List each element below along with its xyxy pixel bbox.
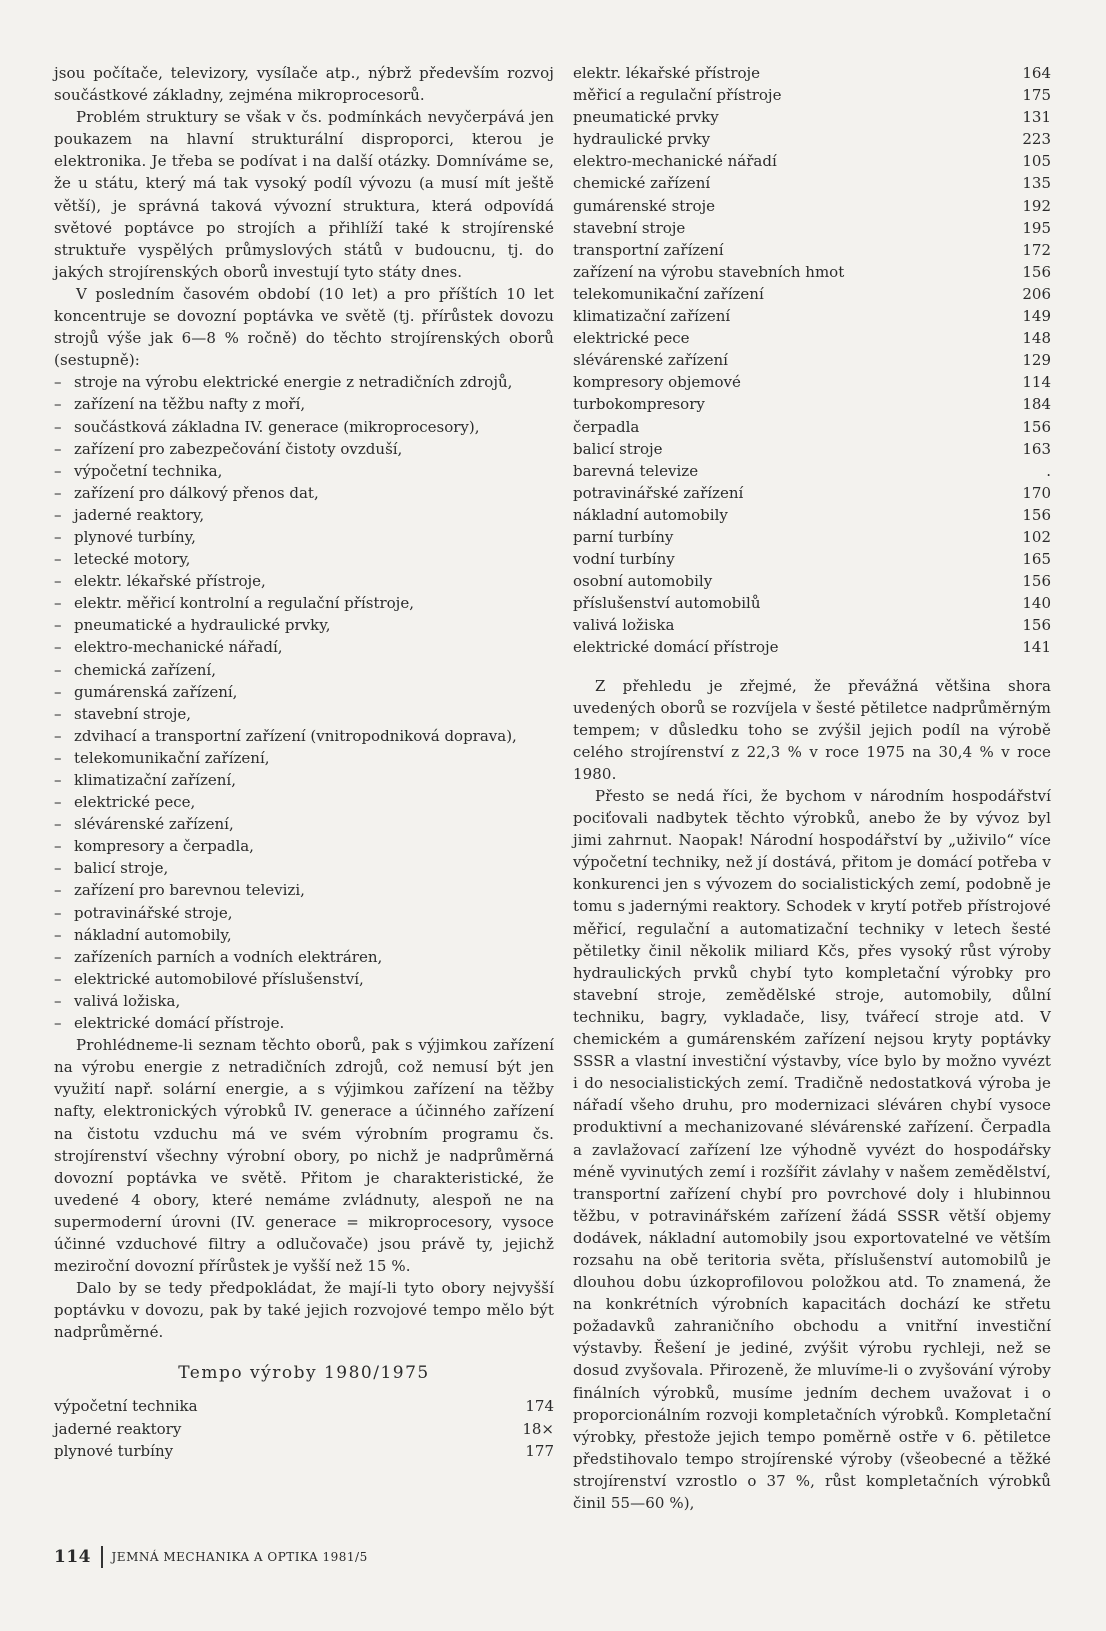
paragraph: Z přehledu je zřejmé, že převážná většina shora uvedených oborů se rozvíjela v šesté pětiletce nadprůměrným tempem; v důsledku toho se zvýšil jejich podíl na výrobě celého strojírenství z 22,3 % v roce 1975 na 30,4 % v roce 1980. <box>573 676 1051 783</box>
import-demand-list <box>54 371 554 1034</box>
table-row <box>573 128 1051 150</box>
list-item: – zařízení pro zabezpečování čistoty ovzduší, <box>54 438 554 460</box>
row-value: 114 <box>1022 373 1051 392</box>
table-row <box>573 239 1051 261</box>
table-row <box>573 614 1051 636</box>
row-value: 192 <box>1022 196 1051 215</box>
row-label: parní turbíny <box>573 527 674 546</box>
row-label: turbokompresory <box>573 395 705 414</box>
table-row <box>573 305 1051 327</box>
table-row <box>573 371 1051 393</box>
row-value: 195 <box>1022 218 1051 237</box>
paragraph: V posledním časovém období (10 let) a pro příštích 10 let koncentruje se dovozní poptávka ve světě (tj. přírůstek dovozu strojů výše jak 6—8 % ročně) do těchto strojírenských oborů (sestupně): <box>54 284 554 370</box>
left-column <box>54 62 554 1462</box>
list-item: – valivá ložiska, <box>54 990 554 1012</box>
list-item: – elektrické automobilové příslušenství, <box>54 968 554 990</box>
table-row <box>573 195 1051 217</box>
row-value: 156 <box>1022 572 1051 591</box>
row-label: jaderné reaktory <box>54 1419 182 1438</box>
paragraph: Přesto se nedá říci, že bychom v národním hospodářství pociťovali nadbytek těchto výrobků, anebo že by vývoz byl jimi zahrnut. Naopak! Národní hospodářství by „uživilo“ více výpočetní techniky, než jí dostává, přitom je domácí potřeba v konkurenci jen s vývozem do socialistických zemí, podobně je tomu s jadernými reaktory. Schodek v krytí potřeb přístrojové měřicí, regulační a automatizační techniky v letech šesté pětiletky činil několik miliard Kčs, přes vysoký růst výroby hydraulických prvků chybí tyto kompletační výrobky pro stavební stroje, zemědělské stroje, automobily, důlní techniku, bagry, vykladače, lisy, tvářecí stroje atd. V chemickém a gumárenském zařízení nejsou kryty poptávky SSSR a vlastní investiční výstavby, více bylo by možno vyvézt i do nesocialistických zemí. Tradičně nedostatková výroba je nářadí všeho druhu, pro modernizaci sléváren chybí vysoce produktivní a mechanizované slévárenské zařízení. Čerpadla a zavlažovací zařízení lze výhodně vyvézt do hospodářsky méně vyvinutých zemí i rozšířit závlahy v našem zemědělství, transportní zařízení chybí pro povrchové doly i hlubinnou těžbu, v potravinářském zařízení žádá SSSR větší objemy dodávek, nákladní automobily jsou exportovatelné ve větším rozsahu na obě teritoria světa, příslušenství automobilů je dlouhou dobu úzkoprofilovou položkou atd. To znamená, že na konkrétních výrobních kapacitách dochází ke střetu požadavků zahraničního obchodu a vnitřní investiční výstavby. Řešení je jediné, zvýšit výrobu rychleji, než se dosud zvyšovala. Přirozeně, že mluvíme-li o zvyšování výroby finálních výrobků, musíme jedním dechem uvažovat i o proporcionálním rozvoji kompletačních výrobků. Kompletační výrobky, přestože jejich tempo poměrně ostře v 6. pětiletce předstihovalo tempo strojírenské výroby (všeobecné a těžké strojírenství vzrostlo o 37 %, růst kompletačních výrobků činil 55—60 %), <box>573 787 1051 1512</box>
table-row <box>54 1440 554 1462</box>
row-value: 148 <box>1022 329 1051 348</box>
list-item: – letecké motory, <box>54 548 554 570</box>
production-rate-table-part1 <box>54 1395 554 1461</box>
list-item: – elektro-mechanické nářadí, <box>54 636 554 658</box>
row-label: barevná televize <box>573 461 699 480</box>
row-label: kompresory objemové <box>573 373 741 392</box>
footer-divider <box>101 1546 103 1568</box>
list-item: – stavební stroje, <box>54 703 554 725</box>
row-value: 102 <box>1022 527 1051 546</box>
list-item: – zařízeních parních a vodních elektráren, <box>54 946 554 968</box>
list-item: – klimatizační zařízení, <box>54 769 554 791</box>
table-row <box>573 548 1051 570</box>
list-item: – součástková základna IV. generace (mikroprocesory), <box>54 416 554 438</box>
row-value: 149 <box>1022 307 1051 326</box>
row-value: 18× <box>522 1419 554 1438</box>
row-value: 175 <box>1022 86 1051 105</box>
row-value: 156 <box>1022 417 1051 436</box>
row-value: 156 <box>1022 505 1051 524</box>
journal-name: JEMNÁ MECHANIKA A OPTIKA 1981/5 <box>111 1550 368 1564</box>
row-label: plynové turbíny <box>54 1441 174 1460</box>
list-item: – kompresory a čerpadla, <box>54 835 554 857</box>
table-row <box>573 261 1051 283</box>
row-label: nákladní automobily <box>573 505 728 524</box>
row-label: slévárenské zařízení <box>573 351 728 370</box>
row-label: elektr. lékařské přístroje <box>573 64 761 82</box>
list-item: – elektrické domácí přístroje. <box>54 1012 554 1034</box>
page-footer <box>54 1546 368 1568</box>
list-item: – elektrické pece, <box>54 791 554 813</box>
row-label: balicí stroje <box>573 439 663 458</box>
list-item: – telekomunikační zařízení, <box>54 747 554 769</box>
table-row <box>54 1395 554 1417</box>
row-label: stavební stroje <box>573 218 686 237</box>
page-number: 114 <box>54 1547 91 1567</box>
row-value: 156 <box>1022 616 1051 635</box>
row-value: 206 <box>1022 284 1051 303</box>
row-label: hydraulické prvky <box>573 130 711 149</box>
row-label: telekomunikační zařízení <box>573 284 764 303</box>
list-item: – výpočetní technika, <box>54 460 554 482</box>
table-row <box>573 106 1051 128</box>
row-label: čerpadla <box>573 417 640 436</box>
paragraph: Prohlédneme-li seznam těchto oborů, pak s výjimkou zařízení na výrobu energie z netradičních zdrojů, což nemusí být jen využití např. solární energie, a s výjimkou zařízení na těžby nafty, elektronických výrobků IV. generace a účinného zařízení na čistotu vzduchu má ve svém výrobním programu čs. strojírenství všechny výrobní obory, po nichž je nadprůměrná dovozní poptávka ve světě. Přitom je charakteristické, že uvedené 4 obory, které nemáme zvládnuty, alespoň ne na supermoderní úrovni (IV. generace = mikroprocesory, vysoce účinné vzduchové filtry a odlučovače) jsou právě ty, jejichž meziroční dovozní přírůstek je vyšší než 15 %. <box>54 1036 554 1276</box>
table-row <box>573 592 1051 614</box>
table-row <box>573 393 1051 415</box>
row-value: 105 <box>1022 152 1051 171</box>
row-label: valivá ložiska <box>573 616 675 635</box>
list-item: – stroje na výrobu elektrické energie z netradičních zdrojů, <box>54 371 554 393</box>
table-row <box>573 283 1051 305</box>
table-title: Tempo výroby 1980/1975 <box>178 1363 430 1384</box>
table-row <box>573 150 1051 172</box>
list-item: – zařízení pro dálkový přenos dat, <box>54 482 554 504</box>
row-value: 184 <box>1022 395 1051 414</box>
row-label: příslušenství automobilů <box>573 594 761 613</box>
list-item: – slévárenské zařízení, <box>54 813 554 835</box>
production-rate-table-part2 <box>573 62 1051 659</box>
row-value: 156 <box>1022 262 1051 281</box>
row-value: 172 <box>1022 240 1051 259</box>
table-row <box>573 172 1051 194</box>
row-value: 177 <box>525 1441 554 1460</box>
row-label: elektro-mechanické nářadí <box>573 152 777 171</box>
row-value: 165 <box>1022 550 1051 569</box>
row-label: gumárenské stroje <box>573 196 716 215</box>
table-row <box>54 1418 554 1440</box>
row-value: 163 <box>1022 439 1051 458</box>
list-item: – zdvihací a transportní zařízení (vnitropodniková doprava), <box>54 725 554 747</box>
row-value: 223 <box>1022 130 1051 149</box>
list-item: – zařízení pro barevnou televizi, <box>54 879 554 901</box>
row-label: potravinářské zařízení <box>573 483 744 502</box>
row-label: transportní zařízení <box>573 240 724 259</box>
row-label: chemické zařízení <box>573 174 711 193</box>
row-label: elektrické pece <box>573 329 690 348</box>
row-label: výpočetní technika <box>54 1397 198 1416</box>
row-label: elektrické domácí přístroje <box>573 638 779 657</box>
row-value: . <box>1046 461 1051 480</box>
list-item: – chemická zařízení, <box>54 659 554 681</box>
table-row <box>573 460 1051 482</box>
row-value: 164 <box>1022 64 1051 82</box>
list-item: – balicí stroje, <box>54 857 554 879</box>
right-column <box>573 62 1051 1514</box>
table-row <box>573 570 1051 592</box>
table-row <box>573 327 1051 349</box>
list-item: – elektr. lékařské přístroje, <box>54 570 554 592</box>
table-row <box>573 482 1051 504</box>
row-label: klimatizační zařízení <box>573 307 731 326</box>
table-row <box>573 349 1051 371</box>
row-label: pneumatické prvky <box>573 108 719 127</box>
paragraph: jsou počítače, televizory, vysílače atp., nýbrž především rozvoj součástkové základny, zejména mikroprocesorů. <box>54 64 554 105</box>
table-row <box>573 526 1051 548</box>
list-item: – nákladní automobily, <box>54 924 554 946</box>
table-row <box>573 84 1051 106</box>
paragraph: Problém struktury se však v čs. podmínkách nevyčerpává jen poukazem na hlavní strukturální disproporci, kterou je elektronika. Je třeba se podívat i na další otázky. Domníváme se, že u státu, který má tak vysoký podíl vývozu (a musí mít ještě větší), je správná taková vývozní struktura, která odpovídá světové poptávce po strojích a přihlíží také k strojírenské struktuře vyspělých průmyslových států v budoucnu, tj. do jakých strojírenských oborů investují tyto státy dnes. <box>54 108 554 281</box>
table-row <box>573 636 1051 658</box>
list-item: – pneumatické a hydraulické prvky, <box>54 614 554 636</box>
row-label: vodní turbíny <box>573 550 675 569</box>
row-value: 131 <box>1022 108 1051 127</box>
row-label: osobní automobily <box>573 572 713 591</box>
row-label: zařízení na výrobu stavebních hmot <box>573 262 845 281</box>
row-value: 140 <box>1022 594 1051 613</box>
list-item: – zařízení na těžbu nafty z moří, <box>54 393 554 415</box>
row-label: měřicí a regulační přístroje <box>573 86 782 105</box>
list-item: – gumárenská zařízení, <box>54 681 554 703</box>
list-item: – jaderné reaktory, <box>54 504 554 526</box>
row-value: 129 <box>1022 351 1051 370</box>
list-item: – plynové turbíny, <box>54 526 554 548</box>
row-value: 141 <box>1022 638 1051 657</box>
row-value: 170 <box>1022 483 1051 502</box>
table-row <box>573 438 1051 460</box>
table-row <box>573 217 1051 239</box>
list-item: – potravinářské stroje, <box>54 902 554 924</box>
row-value: 135 <box>1022 174 1051 193</box>
paragraph: Dalo by se tedy předpokládat, že mají-li tyto obory nejvyšší poptávku v dovozu, pak by také jejich rozvojové tempo mělo být nadprůměrné. <box>54 1279 554 1342</box>
table-row <box>573 62 1051 84</box>
table-row <box>573 416 1051 438</box>
row-value: 174 <box>525 1397 554 1416</box>
list-item: – elektr. měřicí kontrolní a regulační přístroje, <box>54 592 554 614</box>
table-row <box>573 504 1051 526</box>
